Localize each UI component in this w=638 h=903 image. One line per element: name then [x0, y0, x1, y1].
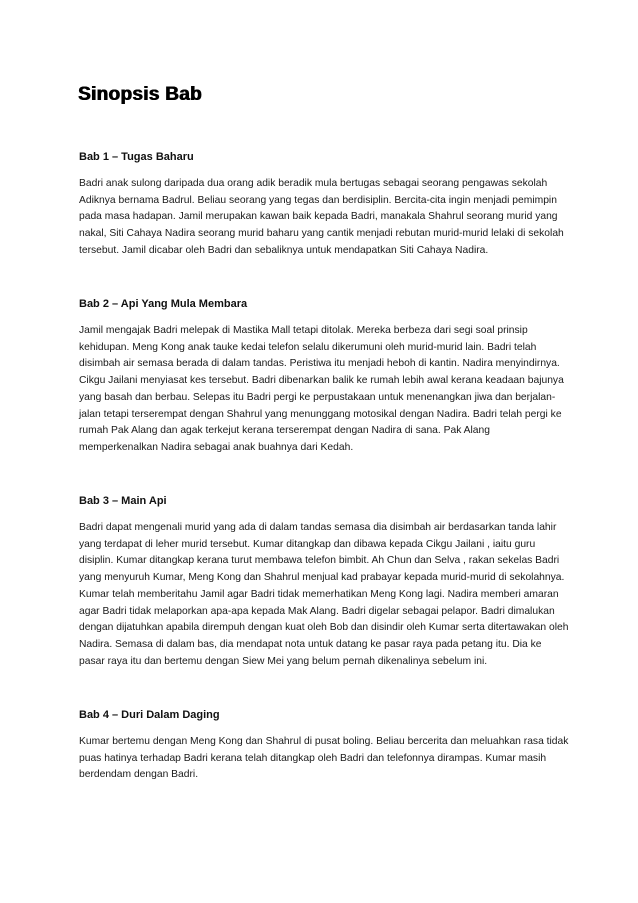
chapter-synopsis: Badri dapat mengenali murid yang ada di dalam tandas semasa dia disimbah air berdasarkan tanda lahir yang terdapat di leher murid tersebut. Kumar ditangkap dan dibawa kepada Cikgu Jailani , iaitu guru disiplin. Kumar ditangkap kerana turut membawa telefon bimbit. Ah Chun dan Selva , rakan sekelas Badri yang menyuruh Kumar, Meng Kong dan Shahrul menjual kad prabayar kepada murid-murid di sekolahnya. Kumar telah memberitahu Jamil agar Badri tidak memerhatikan Meng Kong lagi. Nadira memberi amaran agar Badri tidak melaporkan apa-apa kepada Mak Alang. Badri digelar sebagai pelapor. Badri dimalukan dengan dijatuhkan apabila dirempuh dengan kuat oleh Bob dan disindir oleh Kumar serta ditertawakan oleh Nadira. Semasa di dalam bas, dia mendapat nota untuk datang ke pasar raya pada petang itu. Dia ke pasar raya itu dan bertemu dengan Siew Mei yang belum pernah dikenalinya sebelum ini. — [79, 522, 569, 667]
chapter-synopsis: Badri anak sulong daripada dua orang adik beradik mula bertugas sebagai seorang pengawas sekolah Adiknya bernama Badrul. Beliau seorang yang tegas dan berdisiplin. Bercita-cita ingin menjadi pemimpin pada masa hadapan. Jamil merupakan kawan baik kepada Badri, manakala Shahrul seorang murid yang nakal, Siti Cahaya Nadira seorang murid baharu yang cantik menjadi rebutan murid-murid lelaki di sekolah tersebut. Jamil dicabar oleh Badri dan sebaliknya untuk mendapatkan Siti Cahaya Nadira. — [79, 178, 564, 256]
chapter-section-1 — [79, 150, 569, 260]
chapter-heading: Bab 4 – Duri Dalam Daging — [79, 709, 220, 721]
chapter-heading: Bab 1 – Tugas Baharu — [79, 151, 194, 163]
chapter-heading: Bab 3 – Main Api — [79, 495, 167, 507]
chapter-section-2 — [79, 297, 569, 457]
chapter-section-3 — [79, 494, 569, 670]
chapter-synopsis: Jamil mengajak Badri melepak di Mastika Mall tetapi ditolak. Mereka berbeza dari segi soal prinsip kehidupan. Meng Kong anak tauke kedai telefon selalu dikerumuni oleh murid-murid lain. Badri telah disimbah air semasa berada di dalam tandas. Peristiwa itu menjadi heboh di kantin. Nadira menyindirnya. Cikgu Jailani menyiasat kes tersebut. Badri dibenarkan balik ke rumah lebih awal kerana keadaan bajunya yang basah dan berbau. Selepas itu Badri pergi ke perpustakaan untuk menenangkan jiwa dan berjalan-jalan tetapi terserempat dengan Shahrul yang menunggang motosikal dengan Nadira. Badri telah pergi ke rumah Pak Alang dan agak terkejut kerana terserempat dengan Nadira di sana. Pak Alang memperkenalkan Nadira sebagai anak buahnya dari Kedah. — [79, 325, 564, 453]
chapter-section-4 — [79, 708, 569, 784]
chapter-heading: Bab 2 – Api Yang Mula Membara — [79, 298, 248, 310]
chapter-synopsis: Kumar bertemu dengan Meng Kong dan Shahrul di pusat boling. Beliau bercerita dan meluahkan rasa tidak puas hatinya terhadap Badri kerana telah ditangkap oleh Badri dan telefonnya dirampas. Kumar masih berdendam dengan Badri. — [79, 736, 569, 781]
page-title: Sinopsis Bab — [78, 84, 202, 105]
